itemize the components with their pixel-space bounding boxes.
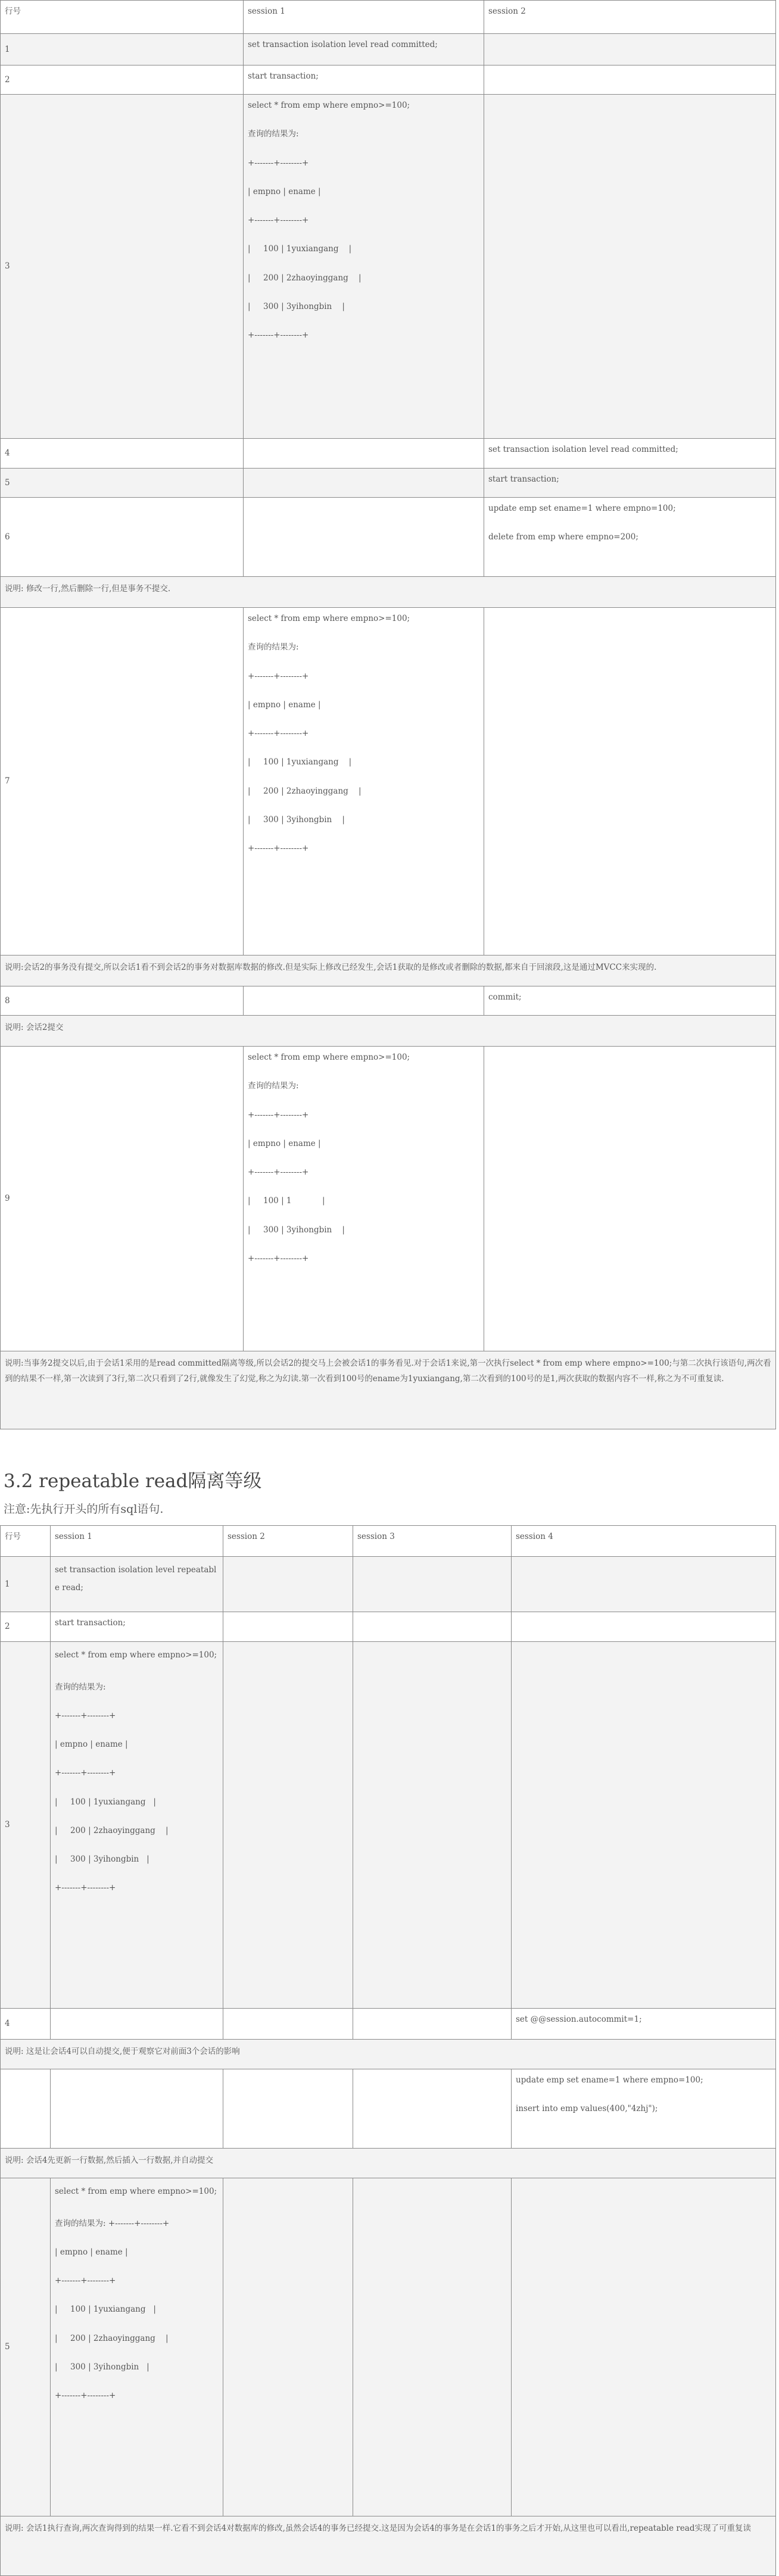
row-number: 5 xyxy=(1,2178,51,2516)
session1-cell xyxy=(244,95,484,439)
result-header: | empno | ename | xyxy=(248,700,321,710)
sql-line: select * from emp where empno>=100; xyxy=(248,1053,410,1062)
sql-line: set transaction isolation level read committed; xyxy=(488,445,678,454)
result-row: | 300 | 3yihongbin | xyxy=(55,1854,149,1865)
result-label: 查询的结果为: xyxy=(248,129,299,139)
note-row xyxy=(1,2040,776,2069)
session4-cell xyxy=(512,1557,776,1612)
table-row xyxy=(1,498,776,577)
session2-cell xyxy=(223,1612,353,1642)
table-row xyxy=(1,2069,776,2149)
table-row xyxy=(1,95,776,439)
session2-cell xyxy=(223,1557,353,1612)
table-row xyxy=(1,65,776,95)
note-row xyxy=(1,2516,776,2576)
sql-line: select * from emp where empno>=100; xyxy=(248,614,410,623)
session-table-repeatable-read xyxy=(0,1525,776,2576)
header-cell-session1: session 1 xyxy=(244,1,484,34)
result-row: | 200 | 2zhaoyinggang | xyxy=(55,1825,169,1835)
table-row xyxy=(1,1642,776,2009)
result-border: +-------+--------+ xyxy=(55,2276,116,2286)
sql-line: select * from emp where empno>=100; xyxy=(55,1650,217,1660)
note-row xyxy=(1,2149,776,2178)
result-label: 查询的结果为: xyxy=(248,642,299,652)
session1-cell xyxy=(51,2069,223,2149)
result-header: | empno | ename | xyxy=(55,1740,128,1750)
session2-cell xyxy=(223,2178,353,2516)
session1-cell xyxy=(244,986,484,1016)
session2-cell xyxy=(223,1642,353,2009)
table-header-row xyxy=(1,1,776,34)
sql-line: set transaction isolation level read committed; xyxy=(248,40,438,49)
session1-cell xyxy=(51,2009,223,2040)
row-number: 2 xyxy=(1,1612,51,1642)
table-row xyxy=(1,2178,776,2516)
note-text: 说明:当事务2提交以后,由于会话1采用的是read committed隔离等级,所以会话2的提交马上会被会话1的事务看见.对于会话1来说,第一次执行select * from emp where empno>=100;与第二次执行该语句,两次看到的结果不一样,第一次读到了3行,第二次只看到了2行,就像发生了幻觉,称之为幻读.第一次看到100号的ename为1yuxiangang,第二次看到的100号的是1,两次获取的数据内容不一样,称之为不可重复读. xyxy=(1,1351,776,1429)
session1-cell xyxy=(244,65,484,95)
result-header: | empno | ename | xyxy=(55,2247,128,2257)
session2-cell xyxy=(223,2009,353,2040)
result-label: 查询的结果为: xyxy=(248,1081,299,1091)
row-number: 3 xyxy=(1,95,244,439)
row-number xyxy=(1,2069,51,2149)
row-number: 5 xyxy=(1,469,244,498)
session1-cell xyxy=(51,1642,223,2009)
result-border: +-------+--------+ xyxy=(248,1253,309,1263)
session2-cell xyxy=(484,95,776,439)
header-cell-session3: session 3 xyxy=(353,1526,512,1557)
result-border: +-------+--------+ xyxy=(248,216,309,225)
session4-cell xyxy=(512,1612,776,1642)
sql-line: insert into emp values(400,"4zhj"); xyxy=(516,2104,658,2114)
session2-cell xyxy=(223,2069,353,2149)
session1-cell xyxy=(51,1557,223,1612)
row-number: 2 xyxy=(1,65,244,95)
result-row: | 100 | 1 | xyxy=(248,1196,325,1206)
result-row: | 300 | 3yihongbin | xyxy=(248,814,345,825)
section-notice: 注意:先执行开头的所有sql语句. xyxy=(4,1503,164,1516)
result-border: +-------+--------+ xyxy=(248,1167,309,1177)
table-header-row xyxy=(1,1526,776,1557)
table-row xyxy=(1,439,776,469)
header-cell-session2: session 2 xyxy=(223,1526,353,1557)
note-text: 说明: 会话1执行查询,两次查询得到的结果一样.它看不到会话4对数据库的修改,虽然会话4的事务已经提交.这是因为会话4的事务是在会话1的事务之后才开始,从这里也可以看出,repeatable read实现了可重复读 xyxy=(1,2516,776,2576)
table-row xyxy=(1,1612,776,1642)
result-border: +-------+--------+ xyxy=(248,158,309,168)
table-row xyxy=(1,1557,776,1612)
result-row: | 300 | 3yihongbin | xyxy=(248,301,345,311)
table-row xyxy=(1,34,776,65)
note-row xyxy=(1,1351,776,1429)
result-row: | 300 | 3yihongbin | xyxy=(55,2362,149,2372)
table-row xyxy=(1,986,776,1016)
session4-cell xyxy=(512,2009,776,2040)
result-row: | 200 | 2zhaoyinggang | xyxy=(248,273,362,283)
header-cell-session1: session 1 xyxy=(51,1526,223,1557)
header-cell-session2: session 2 xyxy=(484,1,776,34)
result-border: +-------+--------+ xyxy=(248,844,309,853)
session3-cell xyxy=(353,2069,512,2149)
note-row xyxy=(1,956,776,986)
header-cell-session4: session 4 xyxy=(512,1526,776,1557)
table-row xyxy=(1,608,776,956)
row-number: 3 xyxy=(1,1642,51,2009)
sql-line: update emp set ename=1 where empno=100; xyxy=(516,2075,703,2085)
session2-cell xyxy=(484,498,776,577)
row-number: 6 xyxy=(1,498,244,577)
note-row xyxy=(1,1016,776,1047)
result-row: | 200 | 2zhaoyinggang | xyxy=(248,786,362,796)
note-text: 说明: 修改一行,然后删除一行,但是事务不提交. xyxy=(1,577,776,608)
result-header: | empno | ename | xyxy=(248,186,321,196)
result-label: 查询的结果为: xyxy=(55,1682,106,1692)
result-border: +-------+--------+ xyxy=(248,330,309,340)
note-text: 说明: 这是让会话4可以自动提交,便于观察它对前面3个会话的影响 xyxy=(1,2040,776,2069)
result-header: | empno | ename | xyxy=(248,1138,321,1148)
row-number: 9 xyxy=(1,1047,244,1351)
result-border: +-------+--------+ xyxy=(248,671,309,681)
note-text: 说明: 会话4先更新一行数据,然后插入一行数据,并自动提交 xyxy=(1,2149,776,2178)
row-number: 4 xyxy=(1,2009,51,2040)
session1-cell xyxy=(51,2178,223,2516)
table-row xyxy=(1,1047,776,1351)
session2-cell xyxy=(484,986,776,1016)
row-number: 1 xyxy=(1,34,244,65)
session1-cell xyxy=(51,1612,223,1642)
result-border: +-------+--------+ xyxy=(55,1768,116,1778)
session4-cell xyxy=(512,2069,776,2149)
session1-cell xyxy=(244,34,484,65)
result-row: | 100 | 1yuxiangang | xyxy=(248,757,352,767)
session2-cell xyxy=(484,1047,776,1351)
table-row xyxy=(1,469,776,498)
session2-cell xyxy=(484,439,776,469)
note-text: 说明:会话2的事务没有提交,所以会话1看不到会话2的事务对数据库数据的修改.但是实际上修改已经发生,会话1获取的是修改或者删除的数据,都来自于回滚段,这是通过MVCC来实现的. xyxy=(1,956,776,986)
sql-line: delete from emp where empno=200; xyxy=(488,532,638,542)
sql-line: set @@session.autocommit=1; xyxy=(516,2015,642,2024)
result-border: +-------+--------+ xyxy=(248,1110,309,1120)
session3-cell xyxy=(353,1557,512,1612)
header-cell-num: 行号 xyxy=(1,1,244,34)
session3-cell xyxy=(353,2009,512,2040)
session4-cell xyxy=(512,1642,776,2009)
result-label: 查询的结果为: +-------+--------+ xyxy=(55,2218,170,2228)
table-row xyxy=(1,2009,776,2040)
sql-line: select * from emp where empno>=100; xyxy=(248,101,410,110)
note-text: 说明: 会话2提交 xyxy=(1,1016,776,1047)
result-row: | 300 | 3yihongbin | xyxy=(248,1225,345,1235)
sql-line: start transaction; xyxy=(248,71,319,81)
session1-cell xyxy=(244,608,484,956)
session1-cell xyxy=(244,439,484,469)
result-border: +-------+--------+ xyxy=(55,1710,116,1721)
sql-line: commit; xyxy=(488,992,522,1002)
session3-cell xyxy=(353,2178,512,2516)
sql-line: start transaction; xyxy=(488,474,559,484)
row-number: 1 xyxy=(1,1557,51,1612)
sql-line: set transaction isolation level repeatable read; xyxy=(55,1565,217,1593)
session4-cell xyxy=(512,2178,776,2516)
sql-line: start transaction; xyxy=(55,1618,126,1628)
sql-line: update emp set ename=1 where empno=100; xyxy=(488,504,676,513)
section-heading: 3.2 repeatable read隔离等级 xyxy=(4,1470,262,1492)
result-row: | 100 | 1yuxiangang | xyxy=(55,2305,156,2315)
session1-cell xyxy=(244,469,484,498)
sql-line: select * from emp where empno>=100; xyxy=(55,2187,217,2196)
result-row: | 100 | 1yuxiangang | xyxy=(55,1797,156,1807)
row-number: 4 xyxy=(1,439,244,469)
result-row: | 200 | 2zhaoyinggang | xyxy=(55,2333,169,2343)
result-border: +-------+--------+ xyxy=(55,2391,116,2401)
result-row: | 100 | 1yuxiangang | xyxy=(248,244,352,254)
session2-cell xyxy=(484,34,776,65)
header-cell-num: 行号 xyxy=(1,1526,51,1557)
session2-cell xyxy=(484,608,776,956)
row-number: 8 xyxy=(1,986,244,1016)
session3-cell xyxy=(353,1612,512,1642)
session2-cell xyxy=(484,65,776,95)
result-border: +-------+--------+ xyxy=(248,729,309,738)
session3-cell xyxy=(353,1642,512,2009)
row-number: 7 xyxy=(1,608,244,956)
result-border: +-------+--------+ xyxy=(55,1883,116,1893)
session1-cell xyxy=(244,498,484,577)
session2-cell xyxy=(484,469,776,498)
note-row xyxy=(1,577,776,608)
session1-cell xyxy=(244,1047,484,1351)
